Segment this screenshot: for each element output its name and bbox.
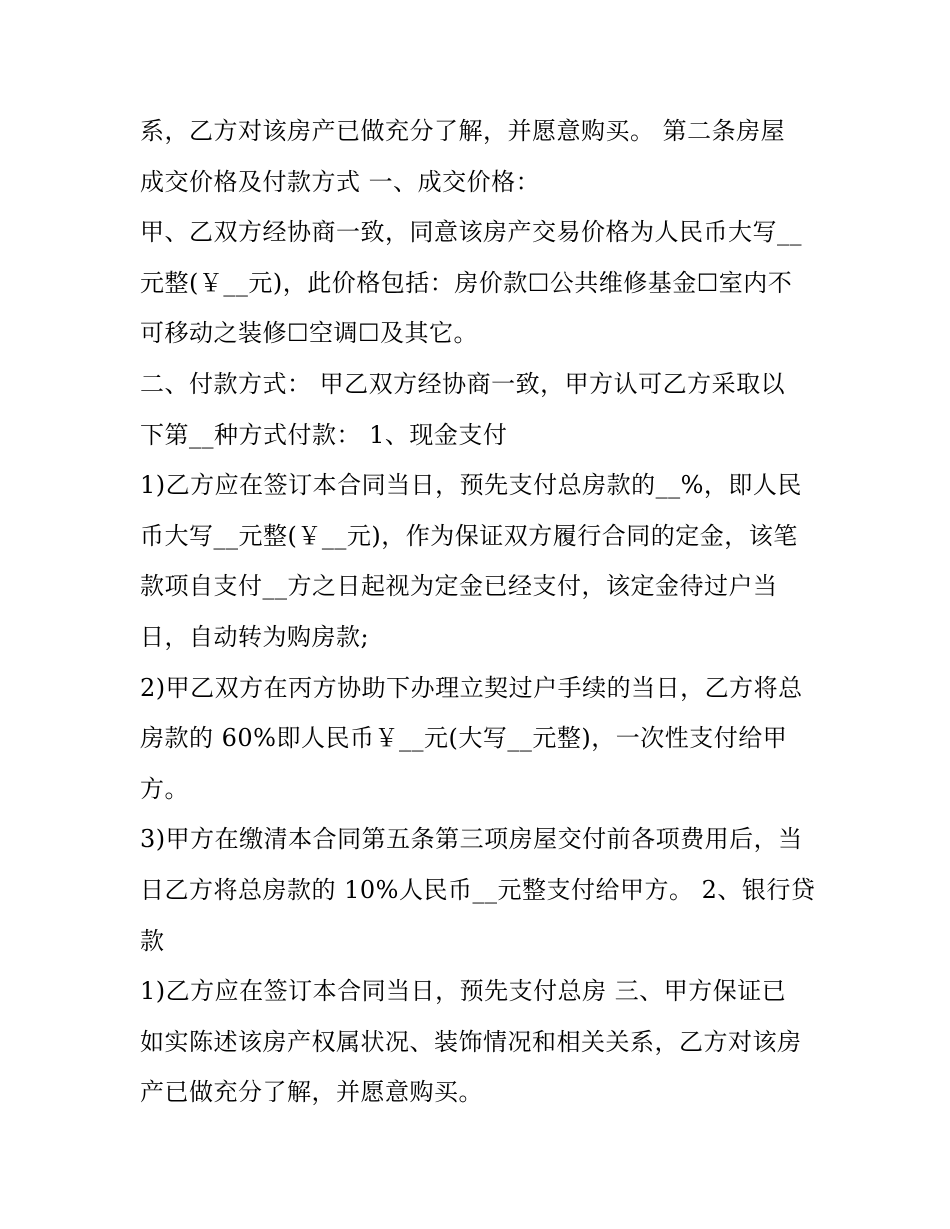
- text-line: 款项自支付__方之日起视为定金已经支付，该定金待过户当: [140, 572, 778, 601]
- text-line: 可移动之装修☐空调☐及其它。: [140, 319, 479, 348]
- text-line: 币大写__元整(￥__元)，作为保证双方履行合同的定金，该笔: [140, 521, 798, 550]
- text-line: 下第__种方式付款： 1、现金支付: [140, 420, 508, 449]
- text-line: 产已做充分了解，并愿意购买。: [140, 1078, 483, 1107]
- text-line: 方。: [140, 774, 189, 803]
- text-line: 如实陈述该房产权属状况、装饰情况和相关关系，乙方对该房: [140, 1027, 802, 1056]
- text-line: 1)乙方应在签订本合同当日，预先支付总房款的__%，即人民: [140, 471, 802, 500]
- text-line: 成交价格及付款方式 一、成交价格：: [140, 167, 541, 196]
- text-line: 甲、乙双方经协商一致，同意该房产交易价格为人民币大写__: [140, 218, 802, 247]
- text-line: 日乙方将总房款的 10%人民币__元整支付给甲方。 2、银行贷: [140, 875, 816, 904]
- text-line: 系，乙方对该房产已做充分了解，并愿意购买。 第二条房屋: [140, 117, 786, 145]
- document-body: [140, 106, 820, 1118]
- text-line: 2)甲乙双方在丙方协助下办理立契过户手续的当日，乙方将总: [140, 673, 803, 702]
- text-line: 元整(￥__元)，此价格包括：房价款☐公共维修基金☐室内不: [140, 268, 793, 297]
- text-line: 日，自动转为购房款;: [140, 622, 370, 651]
- text-line: 1)乙方应在签订本合同当日，预先支付总房 三、甲方保证已: [140, 977, 787, 1006]
- text-line: 款: [140, 926, 165, 955]
- text-line: 二、付款方式： 甲乙双方经协商一致，甲方认可乙方采取以: [140, 369, 786, 398]
- text-line: 房款的 60%即人民币￥__元(大写__元整)，一次性支付给甲: [140, 724, 788, 753]
- text-line: 3)甲方在缴清本合同第五条第三项房屋交付前各项费用后，当: [140, 825, 803, 854]
